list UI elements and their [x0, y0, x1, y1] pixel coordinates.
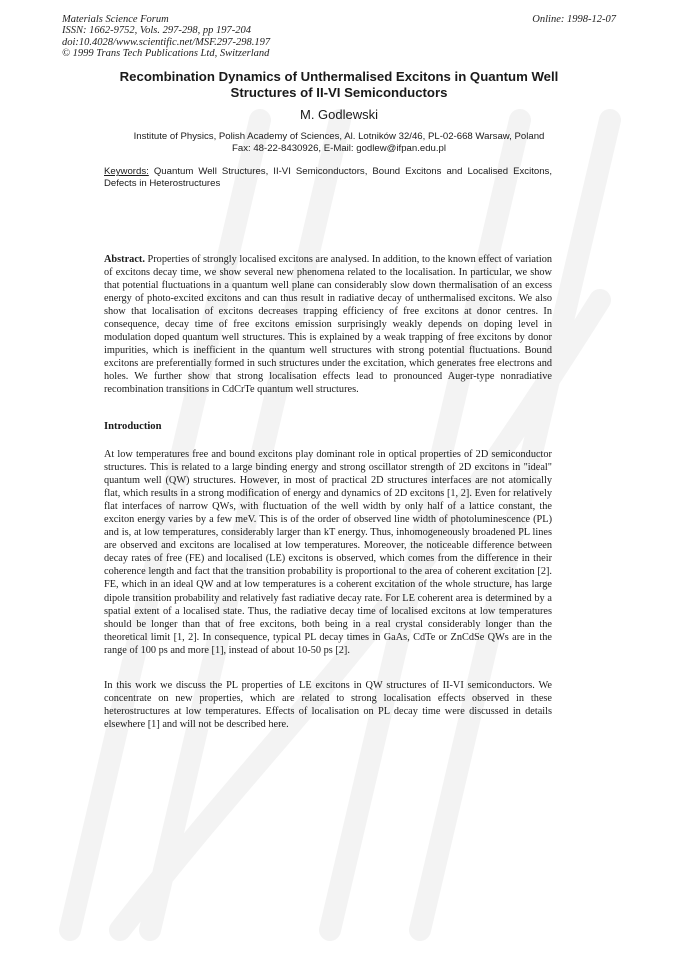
doi-line[interactable]: doi:10.4028/www.scientific.net/MSF.297-298.197: [62, 36, 271, 48]
section-heading-introduction: Introduction: [104, 421, 162, 432]
intro-paragraph-2: In this work we discuss the PL properties of LE excitons in QW structures of II-VI semiconductors. We concentrate on new properties, which are related to strong localisation effects observed in these heterostructures at low temperatures. Effects of localisation on PL decay time were discussed in details elsewhere [1] and will not be described here.: [104, 680, 552, 731]
copyright-line: © 1999 Trans Tech Publications Ltd, Switzerland: [62, 48, 270, 60]
title-line-2: Structures of II-VI Semiconductors: [230, 84, 448, 100]
author-name: M. Godlewski: [299, 107, 379, 122]
abstract: [104, 253, 552, 397]
keywords-label: Keywords:: [104, 166, 149, 177]
affiliation-address: Institute of Physics, Polish Academy of Sciences, Al. Lotników 32/46, PL-02-668 Warsaw, Poland: [133, 131, 545, 142]
paper-title: [60, 69, 618, 100]
affiliation-contact: Fax: 48-22-8430926, E-Mail: godlew@ifpan.edu.pl: [232, 143, 446, 154]
journal-name: Materials Science Forum: [62, 14, 169, 25]
keywords: [104, 166, 552, 189]
journal-header: [62, 14, 270, 60]
online-date: Online: 1998-12-07: [532, 14, 616, 25]
issn-line: ISSN: 1662-9752, Vols. 297-298, pp 197-204: [62, 25, 251, 37]
abstract-text: Properties of strongly localised excitons are analysed. In addition, to the known effect of variation of excitons decay time, we show several new phenomena related to the localisation. In particular, we show that potential fluctuations in a quantum well plane can considerably slow down thermalisation of an excess energy of photo-excited excitons and can thus result in radiative decay of unthermalised excitons. We also show that localisation of excitons decreases trapping efficiency of free excitons at donor centres. In consequence, decay time of free excitons emission surprisingly weakly depends on doping level in modulation doped quantum well structures. This is explained by a weak trapping of free excitons by donor impurities, which is inefficient in the quantum well structures with strong potential fluctuations. Bound excitons are preferentially formed in such structures under the excitation, which generates free electrons and holes. We further show that strong localisation effects lead to pronounced Auger-type nonradiative recombination transitions in CdCrTe quantum well structures.: [104, 254, 552, 396]
title-line-1: Recombination Dynamics of Unthermalised Excitons in Quantum Well: [119, 69, 559, 84]
abstract-label: Abstract.: [104, 254, 145, 265]
affiliation: [60, 131, 618, 155]
keywords-text: Quantum Well Structures, II-VI Semiconductors, Bound Excitons and Localised Excitons, Defects in Heterostructures: [104, 166, 552, 189]
intro-paragraph-1: At low temperatures free and bound excitons play dominant role in optical properties of 2D semiconductor structures. This is related to a large binding energy and strong oscillator strength of 2D excitons in "ideal" quantum well (QW) structures. However, in most of practical 2D structures interfaces are not atomically flat, which results in a strong modification of energy and dynamics of 2D excitons [1, 2]. Even for relatively flat interfaces of narrow QWs, with fluctuation of the well width by only half of a lattice constant, the exciton energy varies by a few meV. This is of the order of observed line width of photoluminescence (PL) and is, at low temperatures, considerably larger than kT energy. Thus, inhomogeneously broadened PL lines are observed and excitons are localised at low temperatures. Moreover, the noticeable difference between decay rates of free (FE) and localised (LE) excitons is observed, which comes from the difference in their coherence length and fact that the transition probability is proportional to the area of coherent excitation [2]. FE, which in an ideal QW and at low temperatures is a coherent excitation of the whole structure, has large dipole transition probability and relatively fast radiative decay rate. For LE coherent area is determined by a spatial extent of a localised state. Thus, the radiative decay time of localised excitons at low temperatures should be longer than that of free excitons, both being in a real crystal considerably longer than the theoretical limit [1, 2]. In consequence, typical PL decay times in GaAs, CdTe or ZnCdSe QWs are in the range of 100 ps and more [1], instead of about 10-50 ps [2].: [104, 449, 552, 656]
